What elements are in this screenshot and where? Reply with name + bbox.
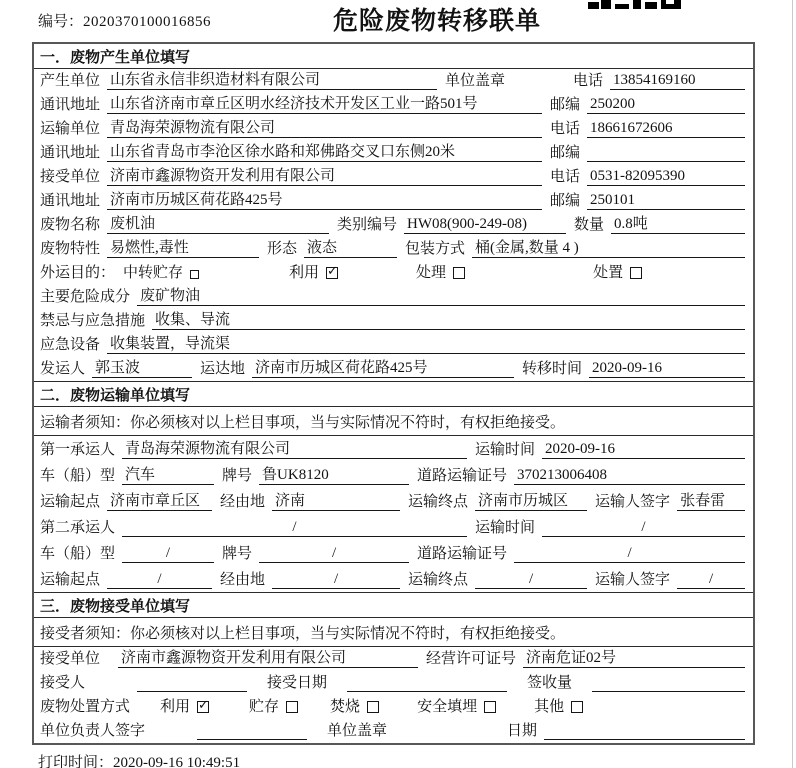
- section-title: 一．废物产生单位填写: [34, 44, 753, 69]
- page-title: 危险废物转移联单: [332, 7, 542, 35]
- serial-label: 编号：: [38, 14, 84, 30]
- field-value-address: 山东省济南市章丘区明水经济技术开发区工业一路501号: [107, 92, 542, 114]
- row-vehicle-2: [34, 540, 753, 566]
- notice-transporter: 运输者须知：你必须核对以上栏目事项，当与实际情况不符时，有权拒绝接受。: [34, 407, 753, 436]
- field-value-postcode-blank: [587, 161, 745, 162]
- field-label: 运输人签字: [595, 494, 671, 510]
- field-label: 废物处置方式: [40, 699, 131, 715]
- field-label: 类别编号: [337, 217, 398, 233]
- field-label: 运输人签字: [595, 572, 671, 588]
- field-value-hazard-component: 废矿物油: [137, 284, 745, 306]
- field-label: 转移时间: [522, 361, 583, 377]
- field-value-quantity: 0.8吨: [611, 212, 745, 234]
- option-label-transfer-store: 中转贮存: [123, 265, 184, 281]
- field-value-terminus: 济南市历城区: [475, 489, 587, 511]
- field-label: 接受人: [40, 675, 86, 691]
- field-value-road-permit: 370213006408: [514, 467, 745, 485]
- field-label: 牌号: [222, 546, 253, 562]
- field-label: 运输时间: [475, 442, 536, 458]
- field-value-postcode: 250101: [587, 192, 745, 210]
- field-label-unit-seal: 单位盖章: [445, 73, 506, 89]
- field-label: 禁忌与应急措施: [40, 313, 146, 329]
- row-receiver-person: [34, 671, 753, 695]
- page-edge-line: [792, 0, 793, 768]
- field-value-second-carrier: /: [122, 519, 467, 537]
- field-value-category-code: HW08(900-249-08): [404, 216, 566, 234]
- field-value-first-carrier: 青岛海荣源物流有限公司: [122, 437, 467, 459]
- row-receiver-unit-license: [34, 647, 753, 671]
- field-value-plate-number: 鲁UK8120: [259, 463, 409, 485]
- field-label: 运输单位: [40, 121, 101, 137]
- field-value-responsible-signature-blank: [197, 739, 307, 740]
- field-label: 日期: [507, 723, 538, 739]
- print-time-value: 2020-09-16 10:49:51: [113, 755, 241, 768]
- serial-value: 2020370100016856: [83, 14, 212, 30]
- field-value-signed-quantity-blank: [592, 691, 745, 692]
- section-title: 二．废物运输单位填写: [34, 382, 753, 407]
- field-label: 应急设备: [40, 337, 101, 353]
- field-value-vehicle-type: 汽车: [122, 463, 214, 485]
- field-value-license-number: 济南危证02号: [523, 646, 745, 668]
- field-value-transport-unit: 青岛海荣源物流有限公司: [107, 116, 542, 138]
- field-value-carrier-signature: /: [677, 571, 745, 589]
- field-label: 车（船）型: [40, 468, 116, 484]
- notice-receiver: 接受者须知：你必须核对以上栏目事项，当与实际情况不符时，有权拒绝接受。: [34, 618, 753, 647]
- field-label: 第一承运人: [40, 442, 116, 458]
- field-value-carrier-signature: 张春雷: [677, 489, 745, 511]
- checkbox-utilize: [197, 701, 209, 713]
- field-value-producer-unit: 山东省永信非织造材料有限公司: [107, 68, 437, 90]
- row-waste-property: [34, 237, 753, 261]
- field-label: 通讯地址: [40, 97, 101, 113]
- field-value-transfer-date: 2020-09-16: [589, 360, 745, 378]
- field-value-road-permit: /: [514, 545, 745, 563]
- field-value-packaging: 桶(金属,数量 4 ): [472, 236, 745, 258]
- field-label: 废物名称: [40, 217, 101, 233]
- qr-code-fragment-icon: [588, 0, 683, 9]
- row-transport-address: [34, 141, 753, 165]
- checkbox-utilize: [326, 267, 338, 279]
- field-value-address: 济南市历城区荷花路425号: [107, 188, 542, 210]
- row-producer-unit: [34, 69, 753, 93]
- field-value-date-blank: [544, 739, 745, 740]
- field-label: 接受单位: [40, 651, 101, 667]
- row-second-carrier: [34, 514, 753, 540]
- serial-number: [38, 10, 211, 31]
- field-value-phone: 0531-82095390: [587, 168, 745, 186]
- row-hazard-component: [34, 285, 753, 309]
- field-label: 废物特性: [40, 241, 101, 257]
- field-value-via: /: [272, 571, 400, 589]
- field-label: 运输时间: [475, 520, 536, 536]
- print-time: [38, 751, 240, 768]
- field-label: 邮编: [550, 145, 581, 161]
- field-label: 道路运输证号: [417, 546, 508, 562]
- field-label: 第二承运人: [40, 520, 116, 536]
- field-value-transport-date: 2020-09-16: [542, 441, 745, 459]
- field-value-form-state: 液态: [304, 236, 397, 258]
- row-emergency-equipment: [34, 333, 753, 357]
- field-label: 运达地: [200, 361, 246, 377]
- row-route-2: [34, 566, 753, 592]
- row-consignor: [34, 357, 753, 381]
- field-label: 通讯地址: [40, 193, 101, 209]
- field-label: 产生单位: [40, 73, 101, 89]
- field-label: 数量: [574, 217, 605, 233]
- print-time-label: 打印时间：: [38, 755, 114, 768]
- field-label: 运输起点: [40, 494, 101, 510]
- field-value-phone: 13854169160: [610, 72, 745, 90]
- section-transport-unit: [34, 381, 753, 592]
- field-label: 形态: [267, 241, 298, 257]
- field-value-address: 山东省青岛市李沧区徐水路和郑佛路交叉口东侧20米: [107, 140, 542, 162]
- row-disposal-method: [34, 695, 753, 719]
- field-label: 接受日期: [267, 675, 328, 691]
- checkbox-dispose: [630, 267, 642, 279]
- option-label-utilize: 利用: [289, 265, 320, 281]
- field-value-origin: 济南市章丘区: [107, 489, 212, 511]
- field-label: 经由地: [220, 494, 266, 510]
- option-label-treat: 处理: [416, 265, 447, 281]
- field-label: 主要危险成分: [40, 289, 131, 305]
- field-label: 经由地: [220, 572, 266, 588]
- row-producer-address: [34, 93, 753, 117]
- section-producer-unit: [34, 44, 753, 381]
- field-value-phone: 18661672606: [587, 120, 745, 138]
- option-label-landfill: 安全填埋: [417, 699, 478, 715]
- section-receiver-unit: [34, 592, 753, 743]
- field-value-via: 济南: [272, 489, 400, 511]
- field-value-property: 易燃性,毒性: [107, 236, 259, 258]
- field-label: 牌号: [222, 468, 253, 484]
- field-value-vehicle-type: /: [122, 545, 214, 563]
- checkbox-incinerate: [367, 701, 379, 713]
- field-label: 邮编: [550, 193, 581, 209]
- field-label: 运输终点: [408, 494, 469, 510]
- field-label: 电话: [550, 169, 581, 185]
- field-value-receiver-unit: 济南市鑫源物资开发利用有限公司: [107, 164, 542, 186]
- option-label-incinerate: 焚烧: [330, 699, 361, 715]
- field-value-destination: 济南市历城区荷花路425号: [252, 356, 514, 378]
- field-value-consignor: 郭玉波: [92, 356, 192, 378]
- option-label-utilize: 利用: [160, 699, 191, 715]
- row-responsible-signature: [34, 719, 753, 743]
- option-label-store: 贮存: [249, 699, 280, 715]
- row-route-1: [34, 488, 753, 514]
- row-transport-unit: [34, 117, 753, 141]
- field-label: 经营许可证号: [426, 651, 517, 667]
- field-label: 接受单位: [40, 169, 101, 185]
- hazardous-waste-transfer-form: [32, 42, 755, 745]
- row-vehicle-1: [34, 462, 753, 488]
- row-receiver-address: [34, 189, 753, 213]
- field-label: 车（船）型: [40, 546, 116, 562]
- field-value-postcode: 250200: [587, 96, 745, 114]
- field-label: 单位负责人签字: [40, 723, 146, 739]
- field-value-waste-name: 废机油: [107, 212, 329, 234]
- field-label: 道路运输证号: [417, 468, 508, 484]
- field-label: 电话: [573, 73, 604, 89]
- field-value-terminus: /: [475, 571, 587, 589]
- field-label: 包装方式: [405, 241, 466, 257]
- checkbox-store: [286, 701, 298, 713]
- field-label-unit-seal: 单位盖章: [327, 723, 388, 739]
- row-first-carrier: [34, 436, 753, 462]
- field-label: 运输起点: [40, 572, 101, 588]
- field-label: 外运目的：: [40, 265, 116, 281]
- section-title: 三．废物接受单位填写: [34, 593, 753, 618]
- field-value-transport-date: /: [542, 519, 745, 537]
- option-label-dispose: 处置: [593, 265, 624, 281]
- field-value-receiver-person-blank: [137, 691, 247, 692]
- field-value-plate-number: /: [259, 545, 409, 563]
- field-value-origin: /: [107, 571, 212, 589]
- checkbox-landfill: [484, 701, 496, 713]
- checkbox-other: [571, 701, 583, 713]
- row-receiver-unit: [34, 165, 753, 189]
- field-value-receive-date-blank: [347, 691, 507, 692]
- option-label-other: 其他: [534, 699, 565, 715]
- field-label: 邮编: [550, 97, 581, 113]
- row-emergency-measures: [34, 309, 753, 333]
- field-value-receiver-unit: 济南市鑫源物资开发利用有限公司: [118, 646, 418, 668]
- field-label: 发运人: [40, 361, 86, 377]
- row-transfer-purpose: [34, 261, 753, 285]
- checkbox-transfer-store: [190, 270, 199, 279]
- row-waste-name: [34, 213, 753, 237]
- field-label: 电话: [550, 121, 581, 137]
- field-label: 运输终点: [408, 572, 469, 588]
- field-label: 签收量: [527, 675, 573, 691]
- field-label: 通讯地址: [40, 145, 101, 161]
- field-value-emergency-equipment: 收集装置，导流渠: [107, 332, 745, 354]
- checkbox-treat: [453, 267, 465, 279]
- field-value-emergency-measures: 收集、导流: [152, 308, 745, 330]
